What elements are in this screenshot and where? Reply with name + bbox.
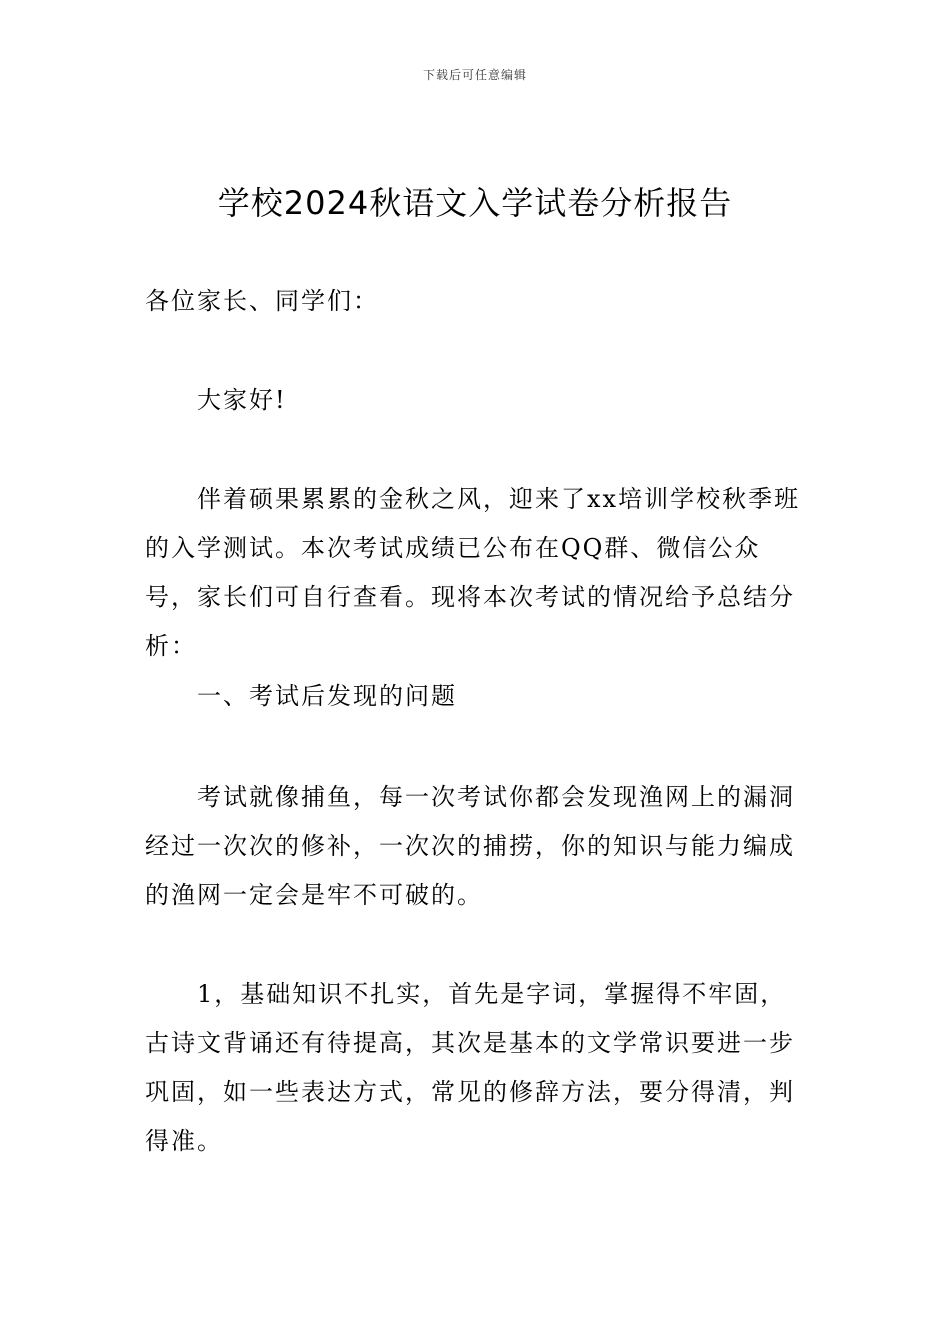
page-header-note: 下载后可任意编辑 (422, 68, 527, 82)
section-heading: 一、考试后发现的问题 (197, 682, 457, 710)
greeting: 大家好! (197, 386, 287, 414)
issue-1-paragraph: 1，基础知识不扎实，首先是字词，掌握得不牢固，古诗文背诵还有待提高，其次是基本的文学常识要进一步巩固，如一些表达方式，常见的修辞方法，要分得清，判得准。 (145, 980, 795, 1155)
document-title: 学校2024秋语文入学试卷分析报告 (217, 184, 733, 222)
salutation: 各位家长、同学们： (145, 287, 379, 315)
analogy-paragraph: 考试就像捕鱼，每一次考试你都会发现渔网上的漏洞经过一次次的修补，一次次的捕捞，你的知识与能力编成的渔网一定会是牢不可破的。 (145, 783, 795, 909)
intro-paragraph: 伴着硕果累累的金秋之风，迎来了xx培训学校秋季班的入学测试。本次考试成绩已公布在QQ群、微信公众号，家长们可自行查看。现将本次考试的情况给予总结分析： (145, 485, 801, 660)
